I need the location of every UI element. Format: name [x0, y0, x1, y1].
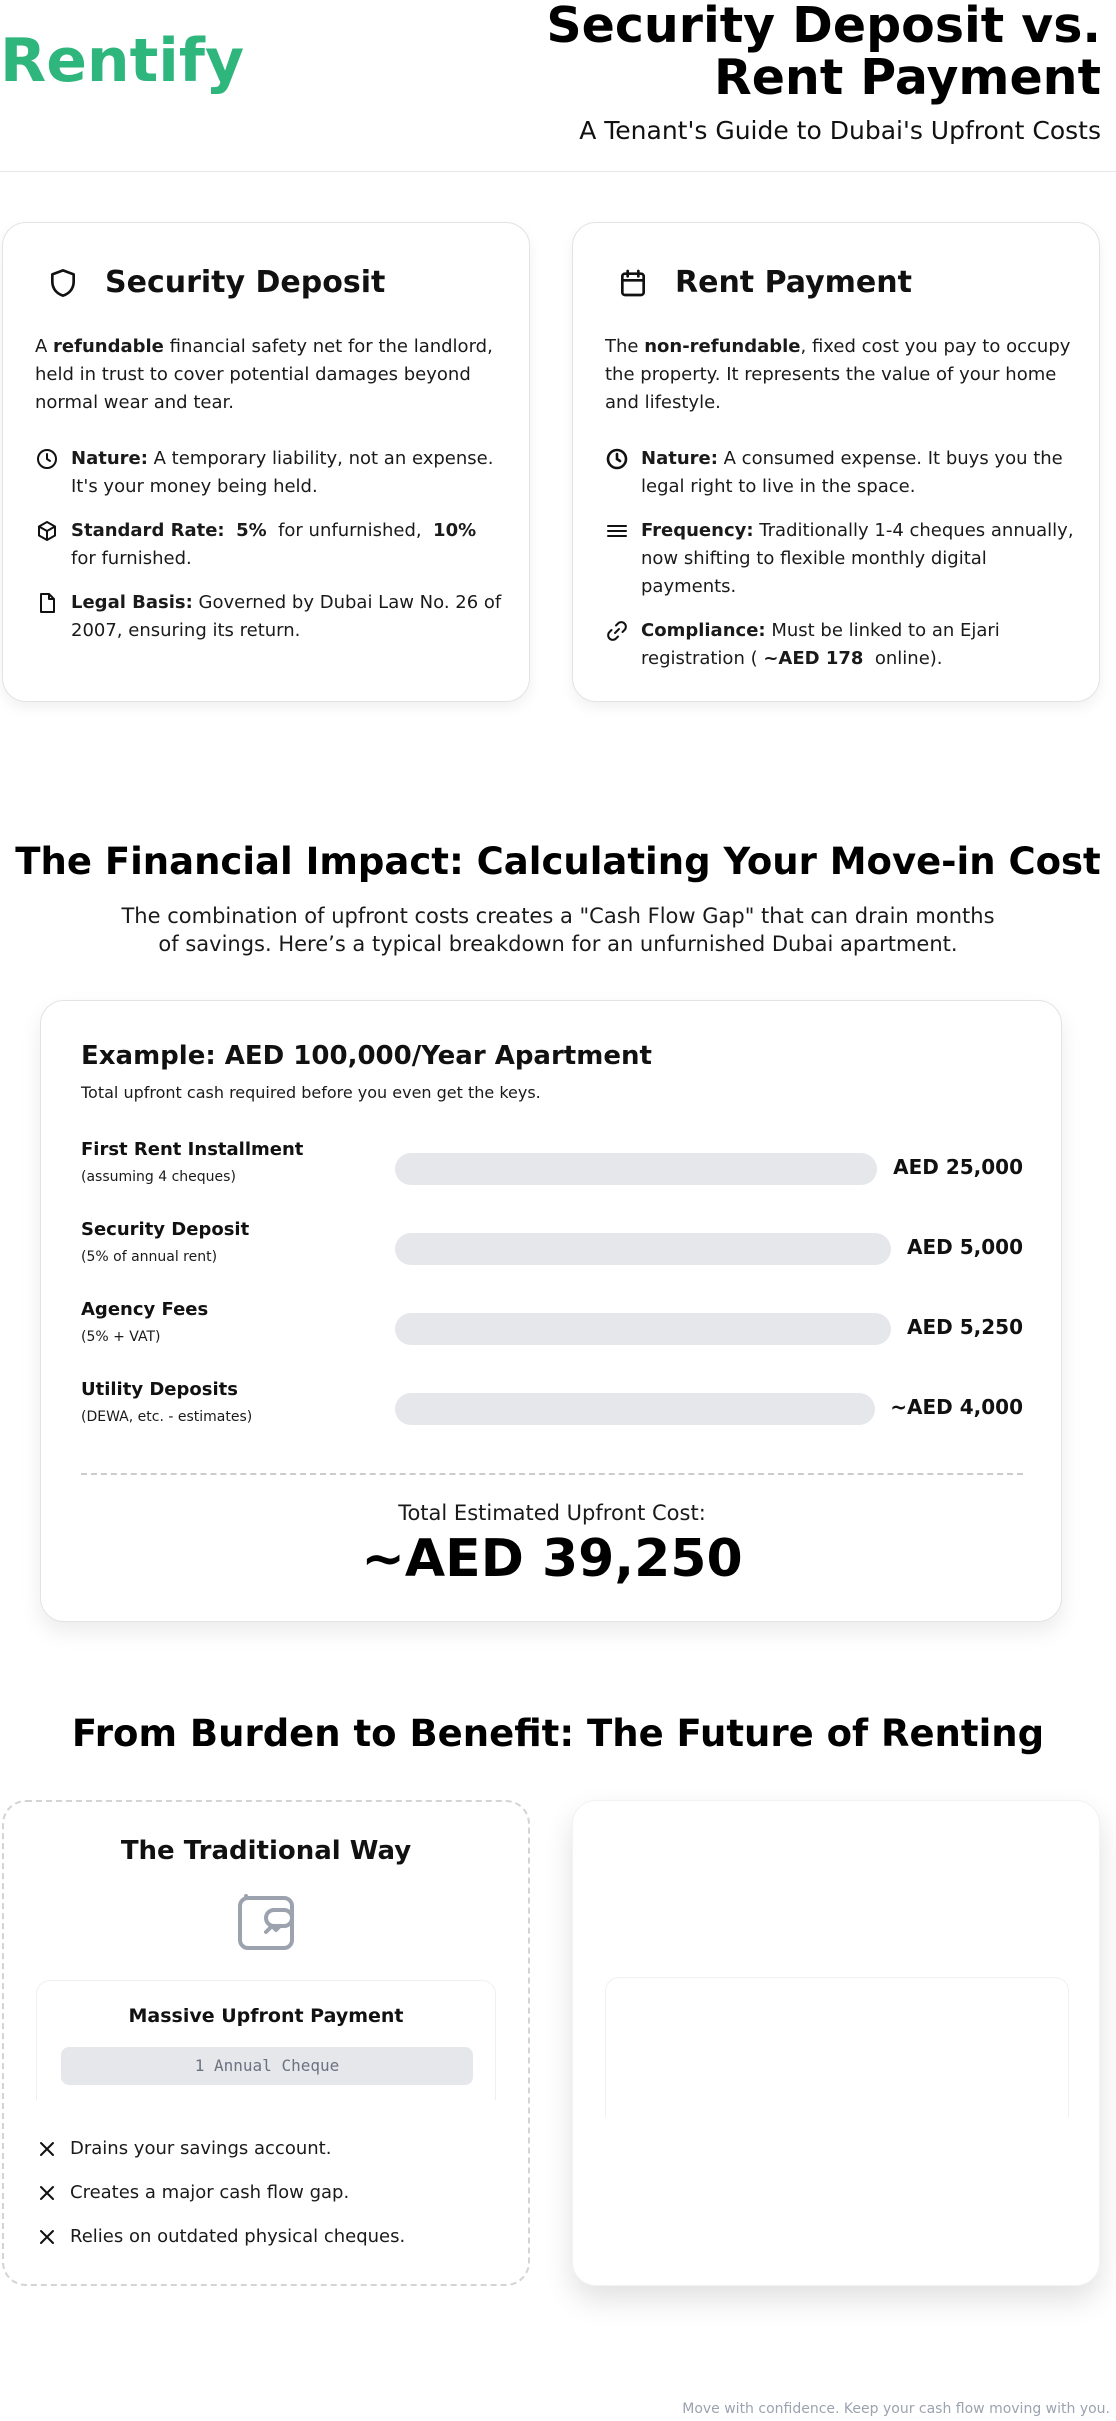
desc-bold: non-refundable	[644, 336, 801, 357]
feature-label: Legal Basis:	[71, 592, 193, 613]
card-title: Security Deposit	[105, 265, 386, 300]
page-subtitle: A Tenant's Guide to Dubai's Upfront Costs	[579, 116, 1101, 145]
menu-lines-icon	[605, 519, 629, 543]
card-header	[617, 265, 912, 300]
clock-filled-icon	[605, 447, 629, 471]
close-icon	[38, 2140, 56, 2158]
feature-body: for unfurnished,	[266, 520, 434, 541]
future-title: From Burden to Benefit: The Future of Renting	[71, 1712, 1045, 1755]
impact-title: The Financial Impact: Calculating Your Move-in Cost	[15, 840, 1101, 883]
cost-value: AED 5,000	[907, 1235, 1023, 1259]
feature-body: A temporary liability, not an expense. It's your money being held.	[71, 448, 494, 497]
desc-post: financial safety net for the landlord, held in trust to cover potential damages beyond normal wear and tear.	[35, 336, 493, 413]
feature-legal-basis	[35, 589, 505, 645]
new-way-card	[572, 1800, 1100, 2286]
payment-box-title: Massive Upfront Payment	[128, 2005, 404, 2027]
footer-tagline: Move with confidence. Keep your cash flow moving with you.	[682, 2401, 1110, 2417]
ejari-fee: ~AED 178	[763, 648, 864, 669]
card-description	[35, 333, 505, 417]
cost-bar	[395, 1393, 875, 1425]
example-title: Example: AED 100,000/Year Apartment	[81, 1041, 652, 1071]
con-text: Creates a major cash flow gap.	[70, 2182, 350, 2203]
impact-subtitle: The combination of upfront costs creates a "Cash Flow Gap" that can drain months of savings. Here’s a typical breakdown for an unfurnished Dubai apartment.	[121, 904, 995, 956]
cost-row-agency	[81, 1299, 1023, 1355]
new-way-placeholder-box	[605, 1977, 1069, 2117]
feature-body	[225, 520, 236, 541]
cost-label: First Rent Installment	[81, 1139, 304, 1160]
feature-compliance	[605, 617, 1075, 673]
calendar-icon	[617, 267, 649, 299]
feature-standard-rate	[35, 517, 505, 573]
cost-note: (5% + VAT)	[81, 1329, 161, 1345]
cost-label: Security Deposit	[81, 1219, 250, 1240]
traditional-way-card	[2, 1800, 530, 2286]
card-header	[47, 265, 385, 300]
feature-text	[71, 589, 505, 645]
example-subtitle: Total upfront cash required before you even get the keys.	[81, 1083, 541, 1102]
cost-bar	[395, 1153, 877, 1185]
feature-body: Governed by Dubai Law No. 26 of 2007, ensuring its return.	[71, 592, 502, 641]
payment-box	[36, 1980, 496, 2100]
feature-text	[71, 445, 505, 501]
cost-row-deposit	[81, 1219, 1023, 1275]
page-title	[441, 0, 1101, 104]
total-label: Total Estimated Upfront Cost:	[398, 1501, 706, 1525]
rent-payment-card	[572, 222, 1100, 702]
cost-value: AED 5,250	[907, 1315, 1023, 1339]
feature-body: Must be linked to an Ejari registration (	[641, 620, 1006, 669]
cost-value: AED 25,000	[893, 1155, 1023, 1179]
close-icon	[38, 2184, 56, 2202]
desc-bold: refundable	[53, 336, 164, 357]
document-icon	[35, 591, 59, 615]
cost-note: (assuming 4 cheques)	[81, 1169, 236, 1185]
feature-label: Frequency:	[641, 520, 754, 541]
con-item	[38, 2138, 331, 2159]
rate-furnished: 10%	[433, 520, 477, 541]
cost-note: (DEWA, etc. - estimates)	[81, 1409, 253, 1425]
cost-note: (5% of annual rent)	[81, 1249, 218, 1265]
feature-label: Standard Rate:	[71, 520, 225, 541]
feature-body: Traditionally 1-4 cheques annually, now shifting to flexible monthly digital payments.	[641, 520, 1074, 597]
cost-row-rent	[81, 1139, 1023, 1195]
feature-text	[641, 445, 1075, 501]
wallet-icon	[236, 1892, 296, 1952]
title-block	[441, 0, 1101, 145]
traditional-title: The Traditional Way	[120, 1836, 412, 1866]
annual-cheque-pill: 1 Annual Cheque	[61, 2047, 473, 2085]
link-icon	[605, 619, 629, 643]
con-item	[38, 2182, 349, 2203]
page-header	[0, 0, 1116, 172]
cost-label: Agency Fees	[81, 1299, 209, 1320]
cube-icon	[35, 519, 59, 543]
feature-body: A consumed expense. It buys you the legal right to live in the space.	[641, 448, 1063, 497]
feature-nature	[605, 445, 1075, 501]
divider	[81, 1473, 1023, 1475]
cost-breakdown-card	[40, 1000, 1062, 1622]
cost-bar	[395, 1233, 891, 1265]
con-text: Drains your savings account.	[70, 2138, 332, 2159]
page-title-text: Security Deposit vs. Rent Payment	[546, 0, 1101, 106]
security-deposit-card	[2, 222, 530, 702]
feature-text	[641, 517, 1075, 601]
desc-pre: A	[35, 336, 54, 357]
cost-value: ~AED 4,000	[890, 1395, 1023, 1419]
feature-body: for furnished.	[71, 548, 192, 569]
desc-post: , fixed cost you pay to occupy the property. It represents the value of your home and lifestyle.	[605, 336, 1071, 413]
feature-nature	[35, 445, 505, 501]
feature-label: Compliance:	[641, 620, 766, 641]
total-value: ~AED 39,250	[361, 1529, 743, 1589]
feature-label: Nature:	[71, 448, 148, 469]
desc-pre: The	[605, 336, 645, 357]
cost-label: Utility Deposits	[81, 1379, 238, 1400]
con-text: Relies on outdated physical cheques.	[70, 2226, 406, 2247]
feature-text	[641, 617, 1075, 673]
rate-unfurnished: 5%	[236, 520, 267, 541]
logo[interactable]: Rentify	[0, 26, 245, 96]
cost-bar	[395, 1313, 891, 1345]
close-icon	[38, 2228, 56, 2246]
feature-text	[71, 517, 505, 573]
card-title: Rent Payment	[675, 265, 912, 300]
feature-frequency	[605, 517, 1075, 601]
shield-icon	[47, 267, 79, 299]
feature-body: online).	[863, 648, 943, 669]
cost-row-utilities	[81, 1379, 1023, 1435]
card-description	[605, 333, 1075, 417]
clock-icon	[35, 447, 59, 471]
con-item	[38, 2226, 405, 2247]
feature-label: Nature:	[641, 448, 718, 469]
